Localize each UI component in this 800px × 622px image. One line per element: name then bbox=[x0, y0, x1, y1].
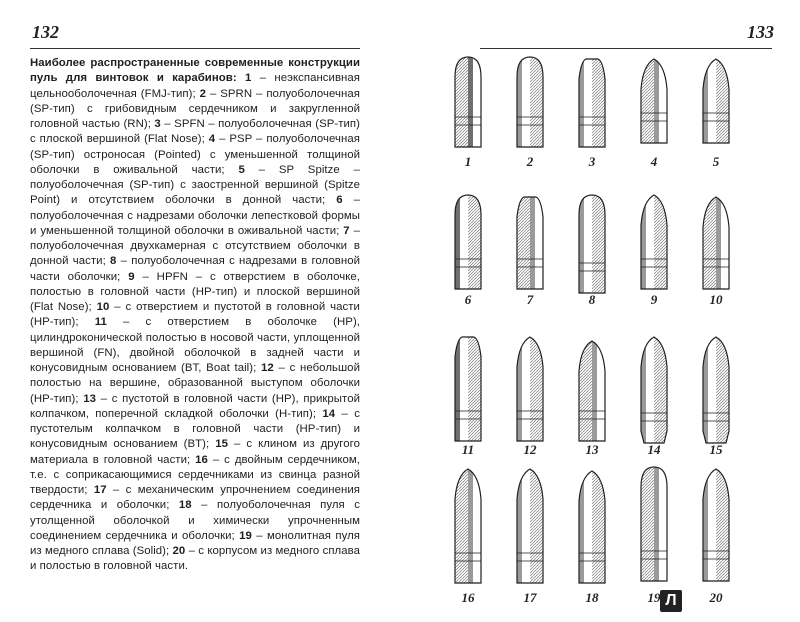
bullet-drawing bbox=[510, 54, 550, 150]
item-19: 19 – монолитная пуля из медного сплава (Solid); bbox=[30, 529, 360, 557]
item-number: 18 bbox=[178, 499, 192, 512]
figure-label: 10 bbox=[709, 292, 723, 307]
item-2: 2 – SPRN – полуоболочечная (SP-тип) с грибовидным сердечником и закругленной головной частью (RN); bbox=[30, 87, 360, 130]
item-20: 20 – с корпусом из медного сплава и полостью в головной части. bbox=[30, 545, 360, 573]
left-page bbox=[30, 14, 375, 614]
bullet-drawing bbox=[634, 54, 674, 146]
item-text: с отверстием и пустотой в головной части (HP-тип); bbox=[30, 301, 360, 329]
item-4: 4 – PSP – полуоболочечная (SP-тип) остроносая (Pointed) с уменьшенной толщиной оболочки в оживальной части; bbox=[30, 133, 360, 176]
item-number: 5 bbox=[238, 163, 245, 176]
item-9: 9 – HPFN – с отверстием в оболочке, полостью в головной части (HP-тип) и плоской вершиной (Flat Nose); bbox=[30, 270, 360, 313]
figure-label: 9 bbox=[650, 292, 658, 307]
bullet-drawing bbox=[510, 464, 550, 586]
item-number: 20 bbox=[172, 545, 186, 557]
bullet-figure-6 bbox=[448, 192, 508, 332]
header-rule-left bbox=[30, 48, 360, 49]
bullet-drawing bbox=[634, 464, 674, 584]
figure-label: 2 bbox=[526, 154, 534, 169]
figure-label: 15 bbox=[709, 442, 723, 457]
item-text: полуоболочечная (SP-тип) с грибовидным сердечником и закругленной головной частью (RN); bbox=[30, 87, 360, 130]
item-12: 12 – с небольшой полостью на вершине, образованной выступом оболочки (HP-тип); bbox=[30, 362, 360, 405]
figure-label: 1 bbox=[464, 154, 472, 169]
bullet-figure-20 bbox=[696, 464, 756, 604]
item-number: 14 bbox=[322, 407, 336, 420]
item-text: с отверстием в оболочке, полостью в головной части (HP-тип) и плоской вершиной (Flat Nose); bbox=[30, 270, 360, 313]
item-text: полуоболочечная (SP-тип) остроносая (Pointed) с уменьшенной толщиной оболочки в оживальной части; bbox=[30, 133, 360, 176]
item-number: 6 bbox=[336, 194, 343, 207]
item-text: полуоболочечная (SP-тип) с заостренной вершиной (Spitze Point) и отсутствием оболочки в донной части; bbox=[30, 179, 360, 207]
bullet-figure-14 bbox=[634, 332, 694, 472]
watermark-logo: Л bbox=[660, 590, 682, 612]
item-10: 10 – с отверстием и пустотой в головной части (HP-тип); bbox=[30, 301, 360, 329]
item-number: 10 bbox=[96, 301, 110, 313]
bullet-drawing bbox=[448, 192, 488, 292]
bullet-drawing bbox=[634, 192, 674, 292]
item-text: с небольшой полостью на вершине, образованной выступом оболочки (HP-тип); bbox=[30, 362, 360, 405]
item-5: 5 – SP Spitze – полуоболочечная (SP-тип) с заостренной вершиной (Spitze Point) и отсутствием оболочки в донной части; bbox=[30, 163, 360, 207]
item-text: полуоболочечная с надрезами в головной части оболочки; bbox=[30, 255, 360, 283]
bullet-drawing bbox=[696, 54, 736, 146]
bullet-drawing bbox=[510, 332, 550, 444]
figure-label: 7 bbox=[526, 292, 534, 307]
header-rule-right bbox=[480, 48, 772, 49]
item-number: 3 bbox=[154, 118, 161, 130]
item-15: 15 – с клином из другого материала в головной части; bbox=[30, 438, 360, 466]
item-text: полуоболочечная (SP-тип) с плоской вершиной (Flat Nose); bbox=[30, 118, 360, 146]
lead-heading: Наиболее распространенные современные конструкции пуль для винтовок и карабинов: bbox=[30, 57, 360, 85]
figure-label: 3 bbox=[588, 154, 596, 169]
item-3: 3 – SPFN – полуоболочечная (SP-тип) с плоской вершиной (Flat Nose); bbox=[30, 118, 360, 146]
figure-label: 19 bbox=[647, 590, 661, 605]
bullet-drawing bbox=[510, 192, 550, 292]
item-text: с корпусом из медного сплава и полостью в головной части. bbox=[30, 545, 360, 573]
bullet-figure-7 bbox=[510, 192, 570, 332]
item-label: SP Spitze bbox=[278, 163, 340, 176]
item-number: 17 bbox=[93, 484, 107, 496]
item-text: с двойным сердечником, т.е. с соприкасающимися сердечниками из свинца разной твердости; bbox=[30, 453, 360, 496]
bullet-figure-9 bbox=[634, 192, 694, 332]
bullet-drawing bbox=[696, 192, 736, 292]
figure-label: 11 bbox=[461, 442, 475, 457]
bullet-drawing bbox=[696, 464, 736, 584]
item-17: 17 – с механическим упрочнением соединения сердечника и оболочки; bbox=[30, 484, 360, 512]
item-number: 7 bbox=[343, 224, 350, 237]
item-label: SPFN bbox=[174, 118, 205, 130]
bullet-figure-15 bbox=[696, 332, 756, 472]
figure-label: 5 bbox=[712, 154, 720, 169]
item-number: 2 bbox=[199, 87, 207, 100]
item-number: 4 bbox=[208, 133, 216, 146]
item-text: с пустотелым колпачком в головной части (HP-тип) и конусовидным основанием (BT); bbox=[30, 407, 360, 451]
bullet-figure-12 bbox=[510, 332, 570, 472]
item-text: с клином из другого материала в головной части; bbox=[30, 438, 360, 466]
item-text: полуоболочечная с надрезами оболочки лепестковой формы и уменьшенной толщиной оболочки в оживальной части; bbox=[30, 209, 360, 237]
figure-label: 18 bbox=[585, 590, 599, 605]
figure-label: 4 bbox=[650, 154, 658, 169]
bullet-figure-2 bbox=[510, 54, 570, 194]
bullet-drawing bbox=[572, 332, 612, 444]
item-text: полуоболочечная пуля с утолщенной оболочкой и химически упрочненным соединением сердечника и оболочки; bbox=[30, 499, 360, 542]
item-text: неэкспансивная цельнооболочечная (FMJ-тип); bbox=[30, 72, 360, 100]
item-text: полуоболочечная двухкамерная с отсутствием оболочки в донной части; bbox=[30, 240, 360, 268]
bullet-drawing bbox=[572, 464, 612, 586]
item-number: 15 bbox=[215, 438, 228, 451]
item-16: 16 – с двойным сердечником, т.е. с соприкасающимися сердечниками из свинца разной твердости; bbox=[30, 453, 360, 496]
bullet-figures-grid bbox=[448, 54, 778, 614]
item-number: 13 bbox=[83, 392, 97, 405]
right-page bbox=[420, 14, 780, 614]
bullet-figure-8 bbox=[572, 192, 632, 332]
bullet-drawing bbox=[572, 192, 612, 296]
bullet-figure-18 bbox=[572, 464, 632, 604]
item-11: 11 – с отверстием в оболочке (HP), цилиндроконической полостью в носовой части, уплощенной вершиной (FN), двойной оболочкой в задней части и конусовидным основанием (BT, Boat tail); bbox=[30, 316, 360, 374]
bullet-figure-4 bbox=[634, 54, 694, 194]
item-1: 1 – неэкспансивная цельнооболочечная (FMJ-тип); bbox=[30, 72, 360, 100]
bullet-drawing bbox=[448, 54, 488, 150]
item-label: SPRN bbox=[220, 87, 253, 100]
figure-label: 13 bbox=[585, 442, 599, 457]
item-number: 11 bbox=[94, 316, 107, 329]
item-text: с пустотой в головной части (HP), прикрытой колпачком, поперечной складкой оболочки (H-тип); bbox=[30, 392, 360, 420]
item-18: 18 – полуоболочечная пуля с утолщенной оболочкой и химически упрочненным соединением сердечника и оболочки; bbox=[30, 499, 360, 542]
figure-label: 12 bbox=[523, 442, 537, 457]
item-number: 8 bbox=[110, 255, 117, 268]
bullet-figure-1 bbox=[448, 54, 508, 194]
item-label: PSP bbox=[229, 133, 253, 146]
figure-label: 14 bbox=[647, 442, 661, 457]
bullet-drawing bbox=[634, 332, 674, 446]
bullet-drawing bbox=[448, 464, 488, 586]
page-number-left: 132 bbox=[32, 22, 59, 42]
figure-label: 8 bbox=[588, 292, 596, 307]
figure-label: 16 bbox=[461, 590, 475, 605]
item-6: 6 – полуоболочечная с надрезами оболочки лепестковой формы и уменьшенной толщиной оболочки в оживальной части; bbox=[30, 194, 360, 237]
figure-label: 17 bbox=[523, 590, 537, 605]
item-number: 1 bbox=[244, 72, 252, 85]
item-text: с отверстием в оболочке (HP), цилиндроконической полостью в носовой части, уплощенной вершиной (FN), двойной оболочкой в задней части и конусовидным основанием (BT, Boat tail); bbox=[30, 316, 360, 374]
item-7: 7 – полуоболочечная двухкамерная с отсутствием оболочки в донной части; bbox=[30, 224, 360, 268]
item-number: 9 bbox=[128, 270, 135, 283]
bullet-figure-5 bbox=[696, 54, 756, 194]
item-number: 16 bbox=[195, 453, 208, 466]
item-number: 19 bbox=[239, 529, 252, 542]
figure-label: 20 bbox=[709, 590, 723, 605]
bullet-figure-19 bbox=[634, 464, 694, 604]
bullet-types-description bbox=[30, 56, 360, 575]
item-text: монолитная пуля из медного сплава (Solid); bbox=[30, 529, 360, 557]
item-number: 12 bbox=[261, 362, 274, 374]
bullet-figure-11 bbox=[448, 332, 508, 472]
bullet-figure-3 bbox=[572, 54, 632, 194]
item-text: с механическим упрочнением соединения сердечника и оболочки; bbox=[30, 484, 360, 512]
page-number-right: 133 bbox=[747, 22, 774, 42]
item-14: 14 – с пустотелым колпачком в головной части (HP-тип) и конусовидным основанием (BT); bbox=[30, 407, 360, 451]
item-label: HPFN bbox=[156, 270, 188, 283]
bullet-figure-17 bbox=[510, 464, 570, 604]
bullet-drawing bbox=[448, 332, 488, 444]
bullet-figure-10 bbox=[696, 192, 756, 332]
bullet-figure-13 bbox=[572, 332, 632, 472]
item-13: 13 – с пустотой в головной части (HP), прикрытой колпачком, поперечной складкой оболочки (H-тип); bbox=[30, 392, 360, 420]
item-8: 8 – полуоболочечная с надрезами в головной части оболочки; bbox=[30, 255, 360, 283]
figure-label: 6 bbox=[464, 292, 472, 307]
bullet-drawing bbox=[696, 332, 736, 446]
bullet-figure-16 bbox=[448, 464, 508, 604]
bullet-drawing bbox=[572, 54, 612, 150]
